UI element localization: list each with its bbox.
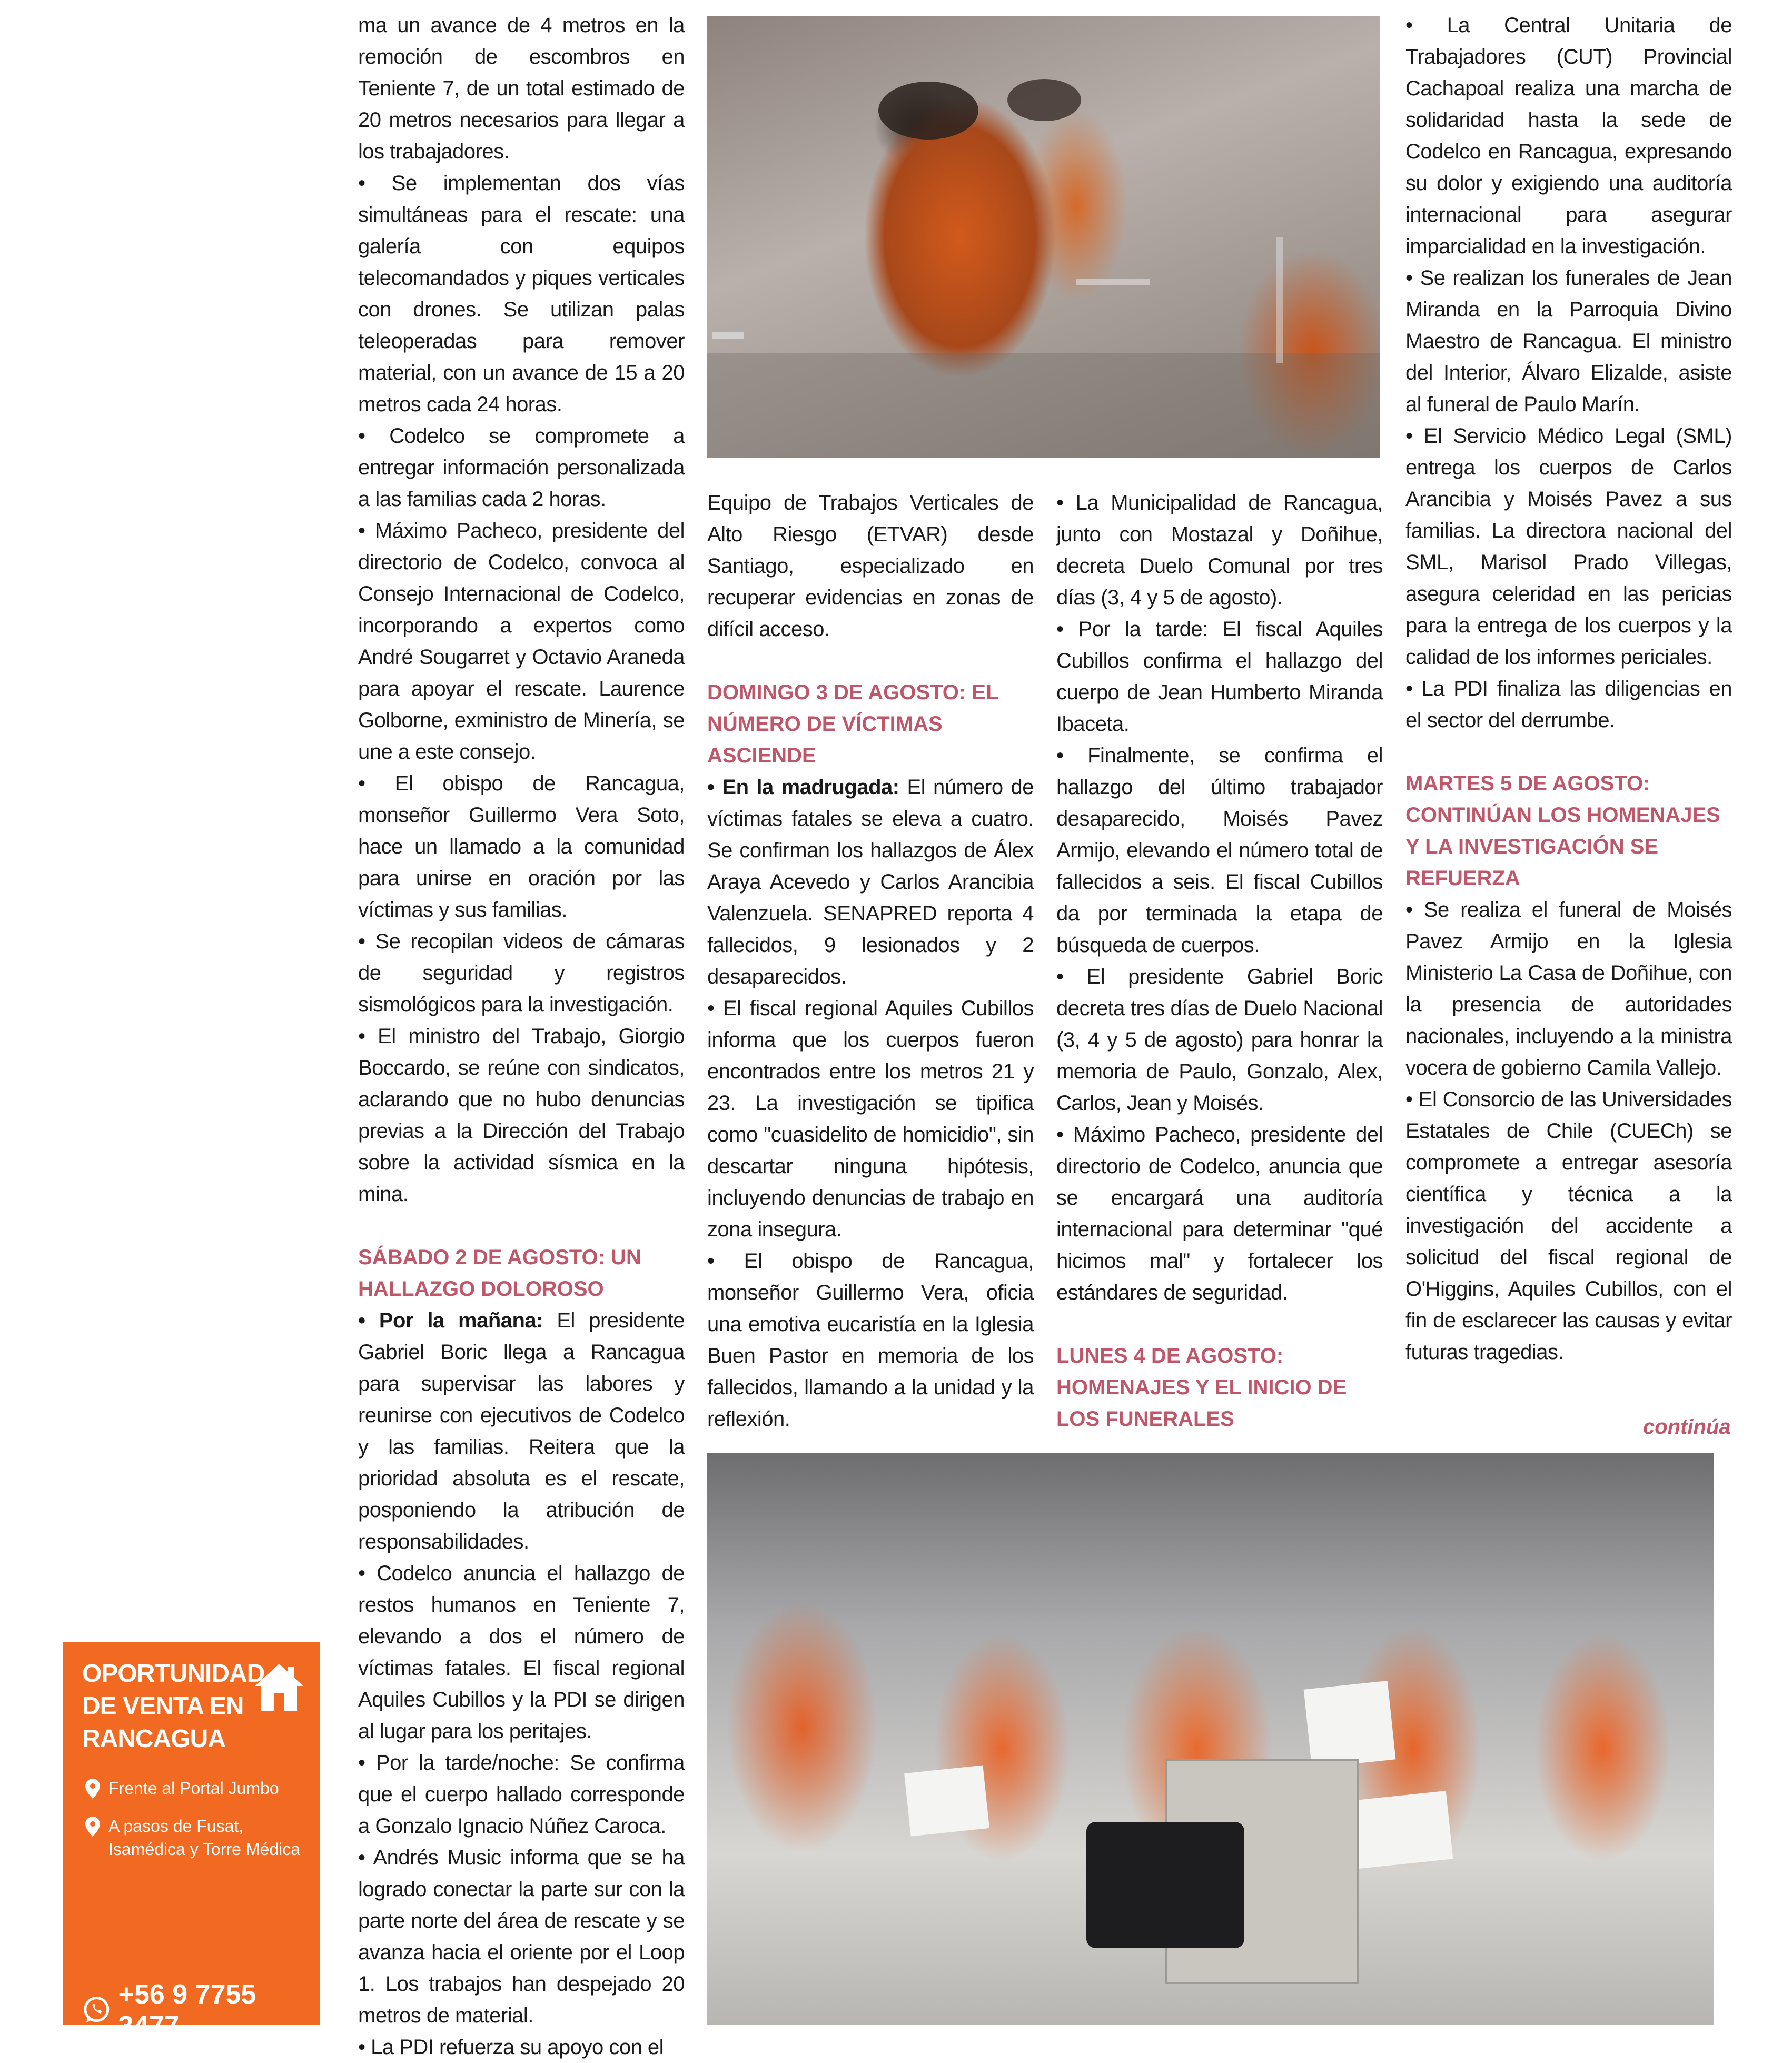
paragraph: • Finalmente, se confirma el hallazgo del último trabajador desaparecido, Moisés Pavez Armijo, elevando el número total de fallecidos a seis. El fiscal Cubillos da por terminada la etapa de búsqueda de cuerpos. xyxy=(1056,744,1383,957)
ad-phone-number: +56 9 7755 3477 xyxy=(118,1979,256,2041)
location-pin-icon xyxy=(82,1777,108,1800)
paragraph: • La Central Unitaria de Trabajadores (CUT) Provincial Cachapoal realiza una marcha de solidaridad hasta la sede de Codelco en Rancagua, expresando su dolor y exigiendo una auditoría internacional para asegurar imparcialidad en la investigación. xyxy=(1405,14,1732,258)
continues-label: continúa xyxy=(1643,1415,1731,1439)
paragraph: • Por la tarde: El fiscal Aquiles Cubillos confirma el hallazgo del cuerpo de Jean Humberto Miranda Ibaceta. xyxy=(1056,618,1383,736)
paragraph: • El ministro del Trabajo, Giorgio Boccardo, se reúne con sindicatos, aclarando que no hubo denuncias previas a la Dirección del Trabajo sobre la actividad sísmica en la mina. xyxy=(358,1025,685,1206)
press-conference-photo xyxy=(707,1453,1714,2025)
paragraph: • Se recopilan videos de cámaras de seguridad y registros sismológicos para la investigación. xyxy=(358,930,685,1016)
section-heading-sabado: SÁBADO 2 DE AGOSTO: UN HALLAZGO DOLOROSO xyxy=(358,1246,641,1301)
paragraph-body: El número de víctimas fatales se eleva a cuatro. Se confirman los hallazgos de Álex Araya Acevedo y Carlos Arancibia Valenzuela. SENAPRED reporta 4 fallecidos, 9 lesionados y 2 desaparecidos. xyxy=(707,776,1034,988)
paragraph: • La PDI finaliza las diligencias en el sector del derrumbe. xyxy=(1405,677,1732,732)
ad-location-2 xyxy=(82,1814,309,1861)
paragraph xyxy=(707,771,1034,993)
paragraph: • El Servicio Médico Legal (SML) entrega los cuerpos de Carlos Arancibia y Moisés Pavez a sus familias. La directora nacional del SML, Marisol Prado Villegas, asegura celeridad en las pericias para la entrega de los cuerpos y la calidad de los informes periciales. xyxy=(1405,424,1732,669)
paragraph: ma un avance de 4 metros en la remoción de escombros en Teniente 7, de un total estimado de 20 metros necesarios para llegar a los trabajadores. xyxy=(358,14,685,163)
paper-sheet xyxy=(904,1765,989,1836)
paragraph: • Se realizan los funerales de Jean Miranda en la Parroquia Divino Maestro de Rancagua. El ministro del Interior, Álvaro Elizalde, asiste al funeral de Paulo Marín. xyxy=(1405,266,1732,416)
ad-location-2-text: A pasos de Fusat, Isamédica y Torre Médica xyxy=(108,1817,300,1859)
ad-phone xyxy=(82,1979,320,2042)
paragraph: • Andrés Music informa que se ha logrado conectar la parte sur con la parte norte del área de rescate y se avanza hacia el oriente por el Loop 1. Los trabajos han despejado 20 metros de material. xyxy=(358,1846,685,2027)
paragraph: • Por la tarde/noche: Se confirma que el cuerpo hallado corresponde a Gonzalo Ignacio Núñez Caroca. xyxy=(358,1751,685,1838)
rescue-team-photo-art xyxy=(707,16,1380,458)
paragraph: • Codelco se compromete a entregar información personalizada a las familias cada 2 horas. xyxy=(358,424,685,511)
paragraph: • El Consorcio de las Universidades Estatales de Chile (CUECh) se compromete a entregar asesoría científica y técnica a la investigación del accidente a solicitud del fiscal regional de O'Higgins, Aquiles Cubillos, con el fin de esclarecer las causas y evitar futuras tragedias. xyxy=(1405,1088,1732,1364)
rescue-team-photo xyxy=(707,16,1380,458)
ad-location-1-text: Frente al Portal Jumbo xyxy=(108,1779,279,1798)
section-heading-lunes: LUNES 4 DE AGOSTO: HOMENAJES Y EL INICIO DE LOS FUNERALES xyxy=(1056,1344,1347,1431)
house-icon xyxy=(254,1662,304,1714)
paragraph: • Se realiza el funeral de Moisés Pavez Armijo en la Iglesia Ministerio La Casa de Doñihue, con la presencia de autoridades nacionales, incluyendo a la ministra vocera de gobierno Camila Vallejo. xyxy=(1405,898,1732,1079)
article-column-2 xyxy=(707,487,1034,1435)
location-pin-icon xyxy=(82,1814,108,1838)
paragraph: • Máximo Pacheco, presidente del directorio de Codelco, anuncia que se encargará una auditoría internacional para determinar "qué hicimos mal" y fortalecer los estándares de seguridad. xyxy=(1056,1123,1383,1304)
section-heading-domingo: DOMINGO 3 DE AGOSTO: EL NÚMERO DE VÍCTIMAS ASCIENDE xyxy=(707,681,998,767)
paragraph-body: El presidente Gabriel Boric llega a Rancagua para supervisar las labores y reunirse con ejecutivos de Codelco y las familias. Reitera que la prioridad absoluta es el rescate, posponiendo la atribución de responsabilidades. xyxy=(358,1309,685,1553)
paragraph: • El presidente Gabriel Boric decreta tres días de Duelo Nacional (3, 4 y 5 de agosto) para honrar la memoria de Paulo, Gonzalo, Alex, Carlos, Jean y Moisés. xyxy=(1056,965,1383,1115)
paragraph xyxy=(358,1305,685,1558)
ad-location-1 xyxy=(82,1777,279,1800)
article-column-3 xyxy=(1056,487,1383,1435)
paragraph: • El obispo de Rancagua, monseñor Guillermo Vera Soto, hace un llamado a la comunidad para unirse en oración por las víctimas y sus familias. xyxy=(358,772,685,921)
paragraph: • Codelco anuncia el hallazgo de restos humanos en Teniente 7, elevando a dos el número de víctimas fatales. El fiscal regional Aquiles Cubillos y la PDI se dirigen al lugar para los peritajes. xyxy=(358,1562,685,1743)
camera-silhouette xyxy=(1086,1822,1244,1948)
article-column-4 xyxy=(1405,9,1732,1368)
paragraph-lead: • En la madrugada: xyxy=(707,776,899,799)
paragraph: • El fiscal regional Aquiles Cubillos informa que los cuerpos fueron encontrados entre los metros 21 y 23. La investigación se tipifica como "cuasidelito de homicidio", sin descartar ninguna hipótesis, incluyendo denuncias de trabajo en zona insegura. xyxy=(707,997,1034,1241)
section-heading-martes: MARTES 5 DE AGOSTO: CONTINÚAN LOS HOMENAJES Y LA INVESTIGACIÓN SE REFUERZA xyxy=(1405,772,1720,890)
article-column-1 xyxy=(358,9,685,2063)
paragraph: • La Municipalidad de Rancagua, junto con Mostazal y Doñihue, decreta Duelo Comunal por tres días (3, 4 y 5 de agosto). xyxy=(1056,491,1383,609)
paper-sheet xyxy=(1304,1681,1396,1768)
paragraph: • Se implementan dos vías simultáneas para el rescate: una galería con equipos telecomandados y piques verticales con drones. Se utilizan palas teleoperadas para remover material, con un avance de 15 a 20 metros cada 24 horas. xyxy=(358,172,685,416)
paragraph: Equipo de Trabajos Verticales de Alto Riesgo (ETVAR) desde Santiago, especializado en recuperar evidencias en zonas de difícil acceso. xyxy=(707,491,1034,641)
whatsapp-icon xyxy=(82,1996,111,2025)
ad-title: OPORTUNIDAD DE VENTA EN RANCAGUA xyxy=(82,1660,265,1753)
paragraph: • La PDI refuerza su apoyo con el xyxy=(358,2036,664,2059)
paragraph: • El obispo de Rancagua, monseñor Guillermo Vera, oficia una emotiva eucaristía en la Iglesia Buen Pastor en memoria de los fallecidos, llamando a la unidad y la reflexión. xyxy=(707,1249,1034,1431)
paragraph-lead: • Por la mañana: xyxy=(358,1309,543,1332)
sale-advertisement xyxy=(63,1642,320,2041)
paragraph: • Máximo Pacheco, presidente del directorio de Codelco, convoca al Consejo Internacional de Codelco, incorporando a expertos como André Sougarret y Octavio Araneda para apoyar el rescate. Laurence Golborne, exministro de Minería, se une a este consejo. xyxy=(358,519,685,763)
paper-sheet xyxy=(1352,1791,1453,1869)
